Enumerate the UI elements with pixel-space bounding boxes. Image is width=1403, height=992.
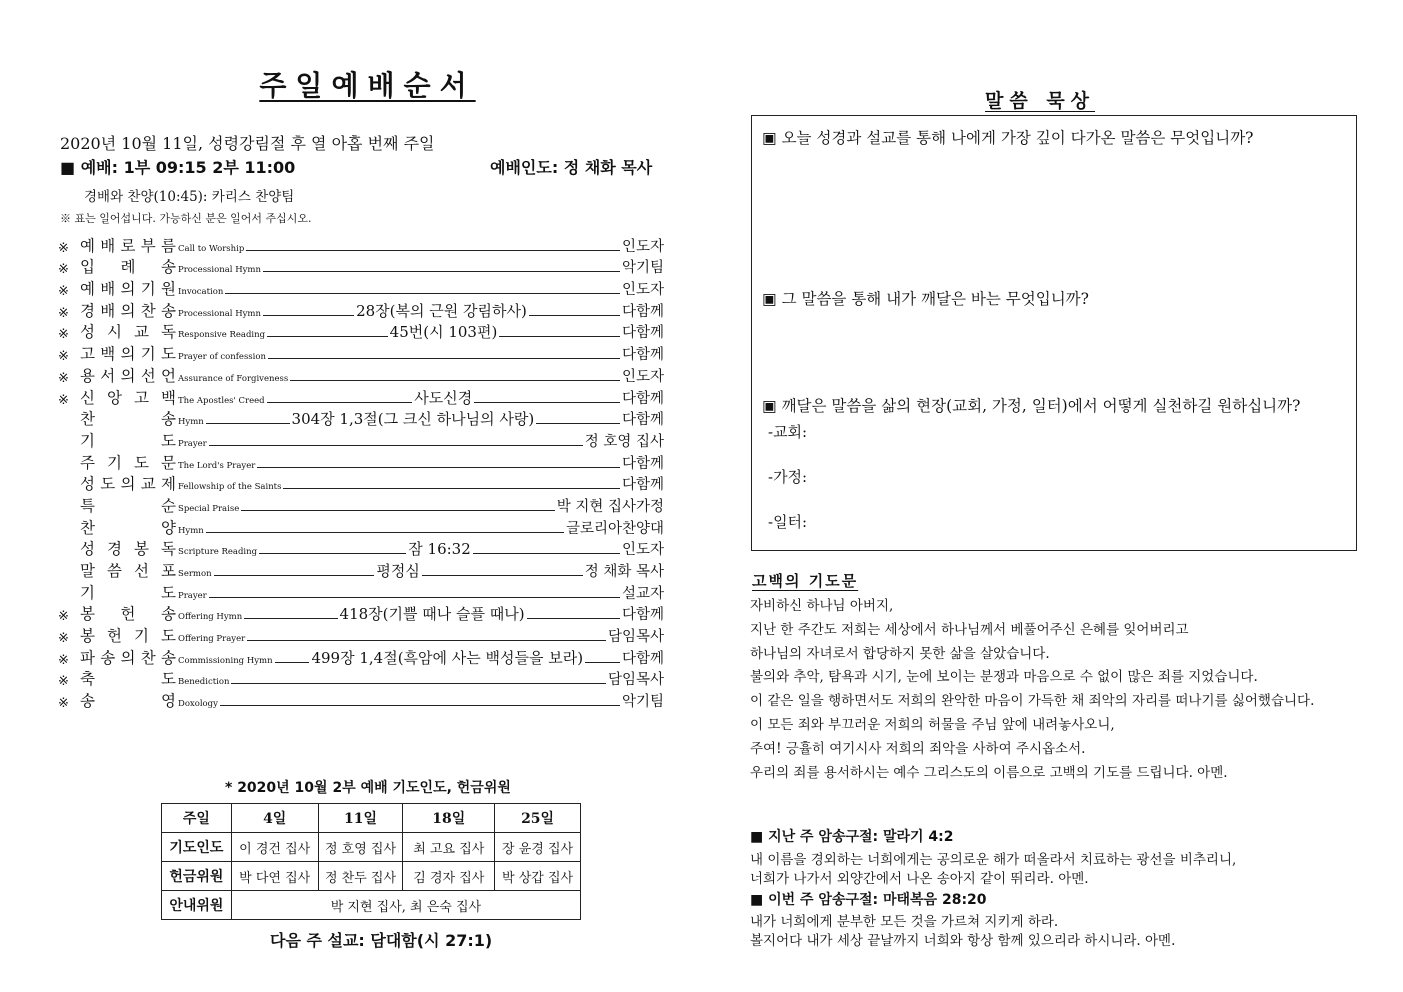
order-item-person: 악기팀 <box>621 260 664 277</box>
order-item-english: Offering Hymn <box>178 612 243 623</box>
order-item-person: 다함께 <box>621 347 664 364</box>
standing-mark: ※ <box>58 305 69 321</box>
meditation-title: 말씀 묵상 <box>985 90 1096 112</box>
order-item-person: 다함께 <box>621 477 664 494</box>
standing-mark: ※ <box>58 674 69 690</box>
schedule-header-cell: 18일 <box>403 804 495 833</box>
order-item-name: 봉 헌 송 <box>80 605 176 624</box>
order-item <box>58 689 664 711</box>
prayer-line: 우리의 죄를 용서하시는 예수 그리스도의 이름으로 고백의 기도를 드립니다. 아멘. <box>750 764 1228 781</box>
leader-line <box>536 423 620 424</box>
leader-line <box>267 336 388 337</box>
order-item-name: 예 배 의 기 원 <box>80 280 176 299</box>
bulletin-title: 주일예배순서 <box>259 69 476 102</box>
leader-line <box>209 445 583 446</box>
leader-line <box>206 423 290 424</box>
order-item-person: 인도자 <box>621 368 664 385</box>
order-item-person: 다함께 <box>621 607 664 624</box>
order-item-name: 송 영 <box>80 692 176 711</box>
order-item-person: 인도자 <box>621 238 664 255</box>
order-item-name: 성 시 교 독 <box>80 323 176 342</box>
leader-line <box>241 510 554 511</box>
order-item-name: 기 도 <box>80 431 176 450</box>
prayer-line: 이 같은 일을 행하면서도 저희의 완악한 마음이 가득한 채 죄악의 자리를 떠나기를 싫어했습니다. <box>750 693 1315 710</box>
schedule-usher-value: 박 지현 집사, 최 은숙 집사 <box>231 891 580 920</box>
memory-last-heading: ■ 지난 주 암송구절: 말라기 4:2 <box>750 829 954 845</box>
order-item-person: 다함께 <box>621 325 664 342</box>
schedule-table <box>161 803 581 920</box>
order-item <box>58 516 664 538</box>
order-item-name: 찬 양 <box>80 518 176 537</box>
order-item <box>58 494 664 516</box>
order-item <box>58 429 664 451</box>
order-item-detail: 사도신경 <box>414 388 473 407</box>
leader-line <box>422 575 583 576</box>
schedule-cell: 박 상갑 집사 <box>495 862 581 891</box>
order-item-name: 용 서 의 선 언 <box>80 366 176 385</box>
leader-line <box>527 618 620 619</box>
order-item-english: Call to Worship <box>178 243 245 254</box>
order-item-person: 정 채화 목사 <box>584 564 665 580</box>
order-item-name: 말 씀 선 포 <box>80 562 176 580</box>
order-item-name: 입 례 송 <box>80 258 176 277</box>
leader-line <box>231 683 606 684</box>
leader-line <box>585 662 620 663</box>
order-item-person: 글로리아찬양대 <box>565 520 664 537</box>
order-item-english: Prayer <box>178 438 207 449</box>
order-item <box>58 299 664 321</box>
memory-last-line: 내 이름을 경외하는 너희에게는 공의로운 해가 떠올라서 치료하는 광선을 비추리니, <box>750 852 1237 868</box>
leader-line <box>263 315 354 316</box>
leader-line <box>214 575 375 576</box>
order-item-english: The Lord's Prayer <box>178 460 256 471</box>
order-item-detail: 45번(시 103편) <box>389 323 498 342</box>
leader-line <box>283 488 620 489</box>
order-item-name: 예 배 로 부 름 <box>80 236 176 255</box>
date-line: 2020년 10월 11일, 성령강림절 후 열 아홉 번째 주일 <box>60 134 435 153</box>
order-item-name: 주 기 도 문 <box>80 453 176 472</box>
memory-this-heading: ■ 이번 주 암송구절: 마태복음 28:20 <box>750 892 987 908</box>
order-item-detail: 418장(기쁠 때나 슬플 때나) <box>339 605 525 624</box>
order-item-name: 파 송 의 찬 송 <box>80 648 176 667</box>
order-item <box>58 538 664 560</box>
prayer-line: 하나님의 자녀로서 합당하지 못한 삶을 살았습니다. <box>750 645 1050 662</box>
order-item-person: 악기팀 <box>621 694 664 711</box>
order-item-name: 성 도 의 교 제 <box>80 475 176 494</box>
order-item <box>58 234 664 256</box>
order-item-person: 담임목사 <box>607 672 664 689</box>
order-item-name: 고 백 의 기 도 <box>80 345 176 364</box>
standing-mark: ※ <box>58 652 69 668</box>
order-item-english: Assurance of Forgiveness <box>178 373 289 384</box>
order-item <box>58 386 664 408</box>
order-item <box>58 473 664 495</box>
order-item-person: 다함께 <box>621 455 664 472</box>
order-item-english: Doxology <box>178 699 218 710</box>
order-item-person: 박 지현 집사가정 <box>556 498 664 515</box>
leader-line <box>267 402 413 403</box>
order-item-person: 정 호영 집사 <box>584 433 664 450</box>
order-item-english: Scripture Reading <box>178 547 258 558</box>
order-item-english: Hymn <box>178 417 204 428</box>
leader-line <box>474 402 620 403</box>
order-item-english: Benediction <box>178 677 230 688</box>
standing-mark: ※ <box>58 609 69 625</box>
order-item <box>58 451 664 473</box>
order-item-name: 경 배 의 찬 송 <box>80 301 176 320</box>
schedule-header-cell: 25일 <box>495 804 581 833</box>
order-item-english: Processional Hymn <box>178 308 261 319</box>
schedule-cell: 이 경건 집사 <box>231 833 318 862</box>
leader-line <box>268 358 620 359</box>
standing-mark: ※ <box>58 262 69 278</box>
order-item-name: 찬 송 <box>80 410 176 429</box>
leader-line <box>247 640 606 641</box>
leader-line <box>257 467 620 468</box>
leader-line <box>473 553 620 554</box>
question-3: ▣ 깨달은 말씀을 삶의 현장(교회, 가정, 일터)에서 어떻게 실천하길 원하십니까? <box>762 397 1301 415</box>
order-item-detail: 잠 16:32 <box>408 540 471 559</box>
order-item-person: 다함께 <box>621 650 665 667</box>
leader-line <box>275 662 310 663</box>
schedule-cell: 정 찬두 집사 <box>318 862 403 891</box>
order-item <box>58 256 664 278</box>
schedule-cell: 박 다연 집사 <box>231 862 318 891</box>
order-item <box>58 624 664 646</box>
schedule-cell: 정 호영 집사 <box>318 833 403 862</box>
worship-leader: 예배인도: 정 채화 목사 <box>490 158 653 177</box>
order-item-detail: 28장(복의 근원 강림하사) <box>356 301 527 320</box>
order-item-person: 인도자 <box>621 282 664 299</box>
order-item-name: 기 도 <box>80 583 176 602</box>
prayer-line: 주여! 긍휼히 여기시사 저희의 죄악을 사하여 주시옵소서. <box>750 740 1086 757</box>
schedule-cell: 장 윤경 집사 <box>495 833 581 862</box>
leader-line <box>259 553 406 554</box>
leader-line <box>246 250 620 251</box>
standing-mark: ※ <box>58 349 69 365</box>
order-item-english: Invocation <box>178 287 224 298</box>
order-item <box>58 559 664 581</box>
schedule-header-cell: 4일 <box>231 804 318 833</box>
answer-home-label: -가정: <box>768 468 808 486</box>
order-item-name: 신 앙 고 백 <box>80 388 176 407</box>
order-item-person: 담임목사 <box>607 629 664 646</box>
prayer-line: 자비하신 하나님 아버지, <box>750 598 894 614</box>
order-item-person: 다함께 <box>621 390 665 407</box>
schedule-prayer-row <box>162 833 581 862</box>
order-item-person: 다함께 <box>621 303 664 320</box>
schedule-header-row <box>162 804 581 833</box>
leader-line <box>529 315 620 316</box>
schedule-row-label: 헌금위원 <box>162 862 232 891</box>
standing-mark: ※ <box>58 696 69 712</box>
order-item-person: 다함께 <box>621 412 664 429</box>
leader-line <box>206 532 564 533</box>
order-item <box>58 277 664 299</box>
meditation-box <box>751 115 1357 551</box>
leader-line <box>499 336 620 337</box>
order-item <box>58 364 664 386</box>
order-item-detail: 304장 1,3절(그 크신 하나님의 사랑) <box>291 410 535 429</box>
answer-church-label: -교회: <box>768 423 808 441</box>
order-item <box>58 408 664 430</box>
schedule-row-label: 안내위원 <box>162 891 232 920</box>
schedule-header-cell: 주일 <box>162 804 232 833</box>
order-item-english: Commissioning Hymn <box>178 655 273 666</box>
order-item-english: Fellowship of the Saints <box>178 482 282 493</box>
order-item <box>58 581 664 603</box>
question-1: ▣ 오늘 성경과 설교를 통해 나에게 가장 깊이 다가온 말씀은 무엇입니까? <box>762 129 1254 147</box>
order-item-english: Offering Prayer <box>178 634 246 645</box>
order-item-name: 성 경 봉 독 <box>80 540 176 559</box>
order-item <box>58 321 664 343</box>
praise-info: 경배와 찬양(10:45): 카리스 찬양팀 <box>84 189 295 205</box>
order-item-english: Sermon <box>178 569 212 579</box>
schedule-row-label: 기도인도 <box>162 833 232 862</box>
standing-mark: ※ <box>58 370 69 386</box>
order-item-english: Hymn <box>178 525 204 536</box>
order-item-person: 설교자 <box>621 585 664 602</box>
standing-mark: ※ <box>58 284 69 300</box>
prayer-line: 불의와 추악, 탐욕과 시기, 눈에 보이는 분쟁과 마음으로 수 없이 많은 죄를 지었습니다. <box>750 669 1258 686</box>
order-item-english: Special Praise <box>178 503 240 514</box>
order-item <box>58 668 664 690</box>
schedule-header-cell: 11일 <box>318 804 403 833</box>
question-2: ▣ 그 말씀을 통해 내가 깨달은 바는 무엇입니까? <box>762 290 1089 308</box>
order-item-name: 축 도 <box>80 670 176 689</box>
leader-line <box>290 380 620 381</box>
leader-line <box>244 618 337 619</box>
order-item-english: The Apostles' Creed <box>178 395 265 406</box>
standing-mark: ※ <box>58 240 69 256</box>
memory-this-line: 내가 너희에게 분부한 모든 것을 가르쳐 지키게 하라. <box>750 914 1059 930</box>
prayer-title: 고백의 기도문 <box>752 572 859 590</box>
order-item <box>58 646 664 668</box>
order-item-english: Responsive Reading <box>178 330 266 341</box>
memory-this-line: 볼지어다 내가 세상 끝날까지 너희와 항상 함께 있으리라 하시니라. 아멘. <box>750 933 1176 949</box>
order-item-detail: 평정심 <box>376 562 420 580</box>
order-of-worship <box>58 234 664 711</box>
answer-work-label: -일터: <box>768 513 808 531</box>
leader-line <box>263 271 620 272</box>
order-item-detail: 499장 1,4절(흑암에 사는 백성들을 보라) <box>311 648 584 667</box>
prayer-line: 이 모든 죄와 부끄러운 저희의 허물을 주님 앞에 내려놓사오니, <box>750 717 1115 733</box>
standing-mark: ※ <box>58 392 69 408</box>
prayer-line: 지난 한 주간도 저희는 세상에서 하나님께서 베풀어주신 은혜를 잊어버리고 <box>750 621 1189 638</box>
order-item-name: 특 순 <box>80 496 176 515</box>
order-item-english: Processional Hymn <box>178 265 261 276</box>
order-item-person: 인도자 <box>621 542 665 559</box>
schedule-title: * 2020년 10월 2부 예배 기도인도, 헌금위원 <box>225 780 511 796</box>
leader-line <box>220 705 620 706</box>
next-sermon: 다음 주 설교: 담대함(시 27:1) <box>270 931 493 950</box>
order-item-english: Prayer of confession <box>178 352 266 363</box>
schedule-usher-row <box>162 891 581 920</box>
order-item <box>58 603 664 625</box>
memory-last-line: 너희가 나가서 외양간에서 나온 송아지 같이 뛰리라. 아멘. <box>750 871 1089 887</box>
service-times: ■ 예배: 1부 09:15 2부 11:00 <box>60 158 296 177</box>
leader-line <box>209 597 620 598</box>
schedule-cell: 최 고요 집사 <box>403 833 495 862</box>
order-item-name: 봉 헌 기 도 <box>80 627 176 646</box>
standing-mark: ※ <box>58 631 69 647</box>
order-item-english: Prayer <box>178 590 207 601</box>
order-item <box>58 342 664 364</box>
schedule-offering-row <box>162 862 581 891</box>
leader-line <box>225 293 620 294</box>
schedule-cell: 김 경자 집사 <box>403 862 495 891</box>
standing-note: ※ 표는 일어섭니다. 가능하신 분은 일어서 주십시오. <box>60 212 312 225</box>
standing-mark: ※ <box>58 327 69 343</box>
